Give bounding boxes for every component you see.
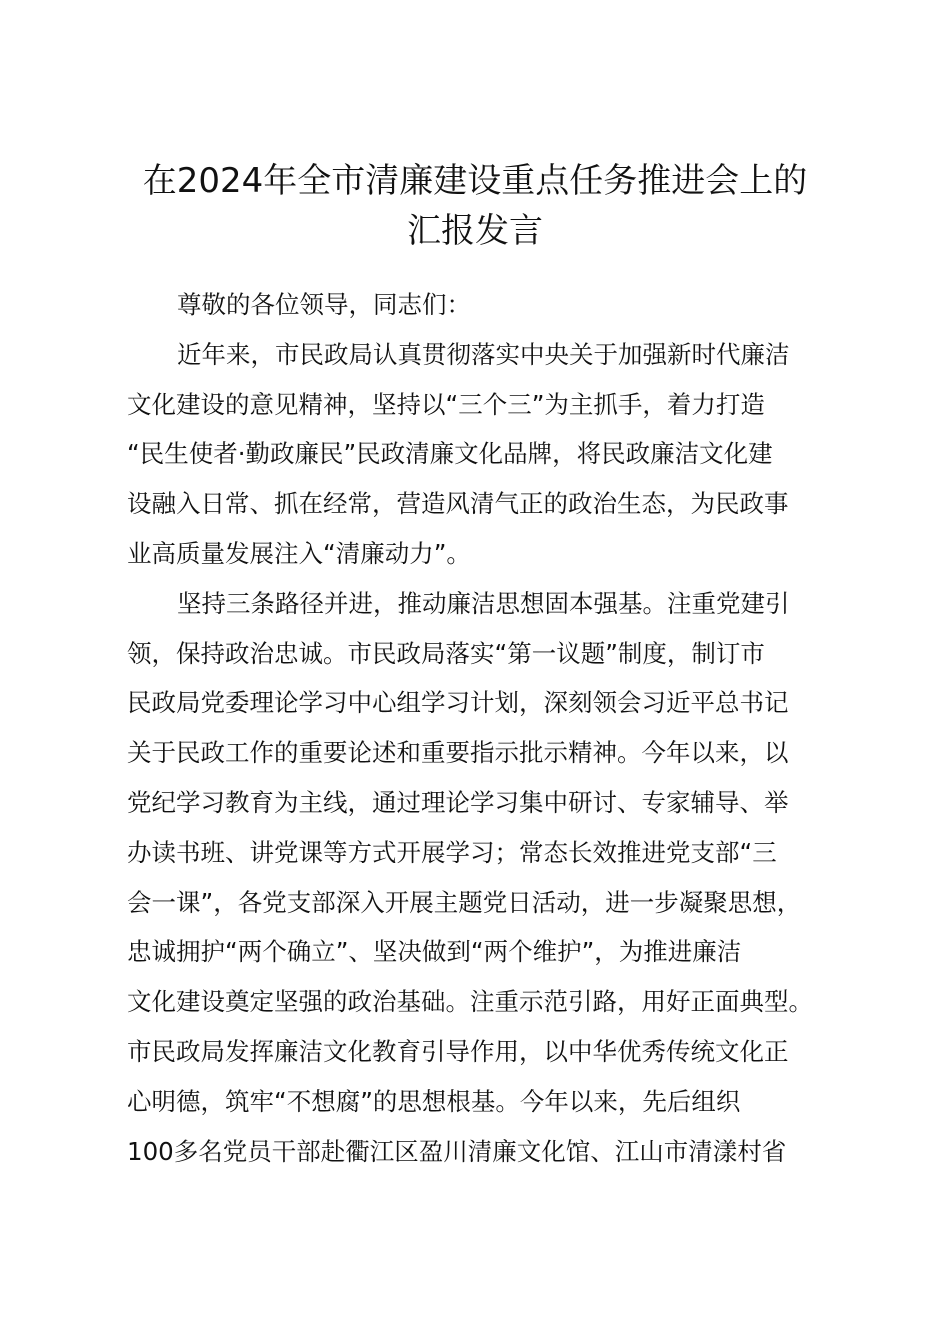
paragraph-2-line: 民政局党委理论学习中心组学习计划，深刻领会习近平总书记	[127, 688, 789, 718]
paragraph-2-line: 坚持三条路径并进，推动廉洁思想固本强基。注重党建引	[177, 588, 790, 618]
paragraph-2-line: 关于民政工作的重要论述和重要指示批示精神。今年以来，以	[127, 738, 789, 768]
paragraph-2-line: 领，保持政治忠诚。市民政局落实“第一议题”制度，制订市	[127, 638, 765, 668]
paragraph-1-line: 设融入日常、抓在经常，营造风清气正的政治生态，为民政事	[127, 489, 789, 519]
paragraph-2-line: 100多名党员干部赴衢江区盈川清廉文化馆、江山市清漾村省	[127, 1136, 787, 1166]
paragraph-2-line: 心明德，筑牢“不想腐”的思想根基。今年以来，先后组织	[127, 1086, 741, 1116]
paragraph-2-line: 党纪学习教育为主线，通过理论学习集中研讨、专家辅导、举	[127, 787, 789, 817]
document-body	[127, 280, 857, 1176]
document-title	[100, 156, 850, 256]
paragraph-2-line: 文化建设奠定坚强的政治基础。注重示范引路，用好正面典型。	[127, 987, 813, 1017]
paragraph-1-line: “民生使者·勤政廉民”民政清廉文化品牌，将民政廉洁文化建	[127, 439, 773, 469]
title-line: 汇报发言	[407, 211, 543, 251]
paragraph-2-line: 办读书班、讲党课等方式开展学习；常态长效推进党支部“三	[127, 837, 777, 867]
title-line: 在2024年全市清廉建设重点任务推进会上的	[142, 161, 808, 201]
paragraph-1-line: 文化建设的意见精神，坚持以“三个三”为主抓手，着力打造	[127, 389, 765, 419]
paragraph-2-line: 会一课”，各党支部深入开展主题党日活动，进一步凝聚思想，	[127, 887, 802, 917]
paragraph-2-line: 忠诚拥护“两个确立”、坚决做到“两个维护”，为推进廉洁	[127, 937, 742, 967]
paragraph-2-line: 市民政局发挥廉洁文化教育引导作用，以中华优秀传统文化正	[127, 1036, 789, 1066]
paragraph-1-line: 近年来，市民政局认真贯彻落实中央关于加强新时代廉洁	[177, 339, 790, 369]
paragraph-1-line: 业高质量发展注入“清廉动力”。	[127, 538, 471, 568]
greeting: 尊敬的各位领导，同志们：	[177, 290, 471, 319]
